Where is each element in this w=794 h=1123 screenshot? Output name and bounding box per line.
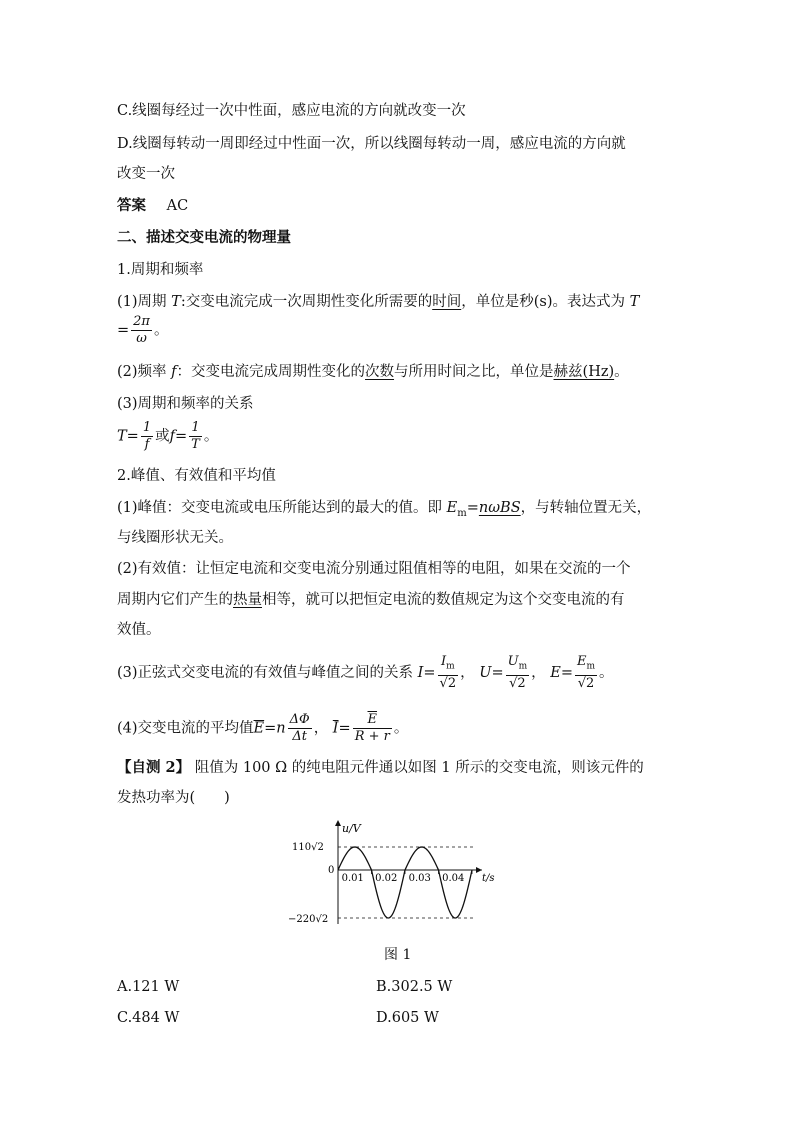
y-tick-zero: 0 [328,865,335,876]
text: (4)交变电流的平均值 [117,720,254,737]
period-end: 。 [203,428,219,445]
y-tick-top: 110√2 [292,842,324,853]
equals: = [264,720,277,737]
equals: = [117,322,130,339]
denominator: √2 [577,675,595,691]
separator: ， [313,720,329,737]
period-formula [117,314,168,347]
underlined-term: nωBS [478,500,521,516]
numerator: 1 [142,420,152,435]
denominator: ω [136,331,147,346]
symbol-T: T [171,294,181,310]
subsection-title-1: 1.周期和频率 [117,262,204,278]
option-c[interactable]: C.484 W [117,1010,180,1026]
text: (1)峰值：交变电流或电压所能达到的最大的值。即 [117,500,447,516]
symbol-E-bar: $\overline{E}$ [253,720,265,737]
text: 周期内它们产生的 [117,592,233,608]
denominator: T [191,437,200,452]
period-definition [117,292,639,312]
underlined-term: 时间 [432,294,462,310]
numerator: 1 [189,420,202,437]
period-end: 。 [599,664,614,681]
text: (3)正弦式交变电流的有效值与峰值之间的关系 [117,664,418,681]
section-title: 二、描述交变电流的物理量 [117,229,291,246]
symbol-T: T [629,294,640,310]
ac-voltage-waveform-chart [286,818,508,928]
fraction [189,420,202,453]
symbol-T: T [117,428,127,445]
numerator [506,654,530,676]
symbol-I-bar: $\overline{I}$ [332,720,339,737]
rms-relation: (3)正弦式交变电流的有效值与峰值之间的关系 I= $\frac{I_m}{√2}$ ， U= $\frac{U_m}{√2}$ ， E= $\frac{E_m}{√2}$ 。 [117,654,614,691]
text: (1)周期 [117,294,172,310]
figure-caption: 图 1 [384,947,412,963]
period-end: 。 [614,364,629,380]
fraction [141,420,153,453]
numerator: ΔΦ [289,712,310,727]
underlined-term: 赫兹(Hz) [553,364,615,380]
prev-option-d-line1: D.线圈每转动一周即经过中性面一次，所以线圈每转动一周，感应电流的方向就 [117,136,626,152]
relation-title: (3)周期和频率的关系 [117,396,254,412]
option-d[interactable]: D.605 W [376,1010,439,1026]
option-b[interactable]: B.302.5 W [376,979,453,995]
text: :交变电流完成一次周期性变化所需要的 [180,294,433,310]
x-axis-label: t/s [482,873,495,884]
question-tag: 【自测 2】 [117,759,191,776]
peak-definition-line2: 与线圈形状无关。 [117,530,233,546]
symbol-E: E [576,654,587,669]
denominator: Δt [292,729,307,744]
x-tick-label: 0.04 [442,873,465,884]
symbol-U: U [479,664,492,681]
symbol-I: I [440,654,447,669]
underlined-term: 次数 [365,364,395,380]
text: ，单位是秒(s)。表达式为 [461,294,630,310]
prev-option-c: C.线圈每经过一次中性面，感应电流的方向就改变一次 [117,103,466,119]
self-test-question-line1 [117,758,644,778]
effective-definition-line3: 效值。 [117,622,161,638]
equals: = [174,428,188,445]
answer-line [117,196,188,216]
option-a[interactable]: A.121 W [117,979,180,995]
fraction [131,314,152,347]
symbol-f: f [171,364,177,380]
denominator: √2 [509,675,526,691]
subscript: m [586,661,596,672]
peak-definition [117,498,651,524]
text: 与所用时间之比，单位是 [394,364,554,380]
equals: = [126,428,139,445]
y-axis-arrow [335,820,341,826]
denominator: √2 [439,675,457,691]
text: 阻值为 100 Ω 的纯电阻元件通以如图 1 所示的交变电流，则该元件的 [190,760,644,776]
y-axis-label: u/V [342,822,361,835]
separator: ， [531,664,546,681]
denominator: R + r [354,729,390,744]
fraction [438,654,459,692]
x-tick-label: 0.02 [375,873,398,884]
fraction [288,712,312,745]
symbol-E: E [550,664,561,681]
period-end: 。 [393,720,409,737]
relation-formula [117,420,218,453]
effective-definition-line1: (2)有效值：让恒定电流和交变电流分别通过阻值相等的电阻，如果在交流的一个 [117,561,631,577]
symbol-E: E [446,500,458,516]
text: (2)频率 [117,364,172,380]
subscript: m [446,661,455,672]
text: 或 [155,428,170,445]
numerator: $\overline{E}$ [353,712,392,729]
numerator [575,654,597,676]
y-tick-bottom: −220√2 [288,914,329,925]
answer-label: 答案 [117,197,146,214]
average-value: (4)交变电流的平均值$\overline{E}=n$ $\frac{\Delta\Phi}{\Delta t}$ ， $\overline{I}=$ $\frac{\overline{E}}{R + r}$ 。 [117,712,409,744]
period-end: 。 [153,322,169,339]
x-tick-label: 0.03 [408,873,431,884]
subsection-title-2: 2.峰值、有效值和平均值 [117,468,276,484]
symbol-I: I [417,664,424,681]
symbol-n: n [276,720,286,737]
effective-definition-line2 [117,590,625,610]
equals: = [466,500,479,516]
text: ，与转轴位置无关， [520,500,652,516]
fraction [575,654,597,692]
underlined-term: 热量 [233,592,262,608]
denominator: f [144,437,150,452]
self-test-question-line2: 发热功率为( ) [117,790,230,806]
fraction [353,712,392,745]
separator: ， [460,664,475,681]
numerator: 2π [133,314,150,329]
prev-option-d-line2: 改变一次 [117,166,175,182]
symbol-f: f [169,428,175,445]
text: 相等，就可以把恒定电流的数值规定为这个交变电流的有 [262,592,625,608]
answer-value: AC [166,198,189,214]
subscript: m [518,661,528,672]
fraction [506,654,530,692]
text: ：交变电流完成周期性变化的 [176,364,366,380]
symbol-U: U [507,654,519,669]
frequency-definition [117,362,629,382]
subscript: m [457,507,467,519]
numerator [438,654,459,676]
x-tick-label: 0.01 [341,873,364,884]
